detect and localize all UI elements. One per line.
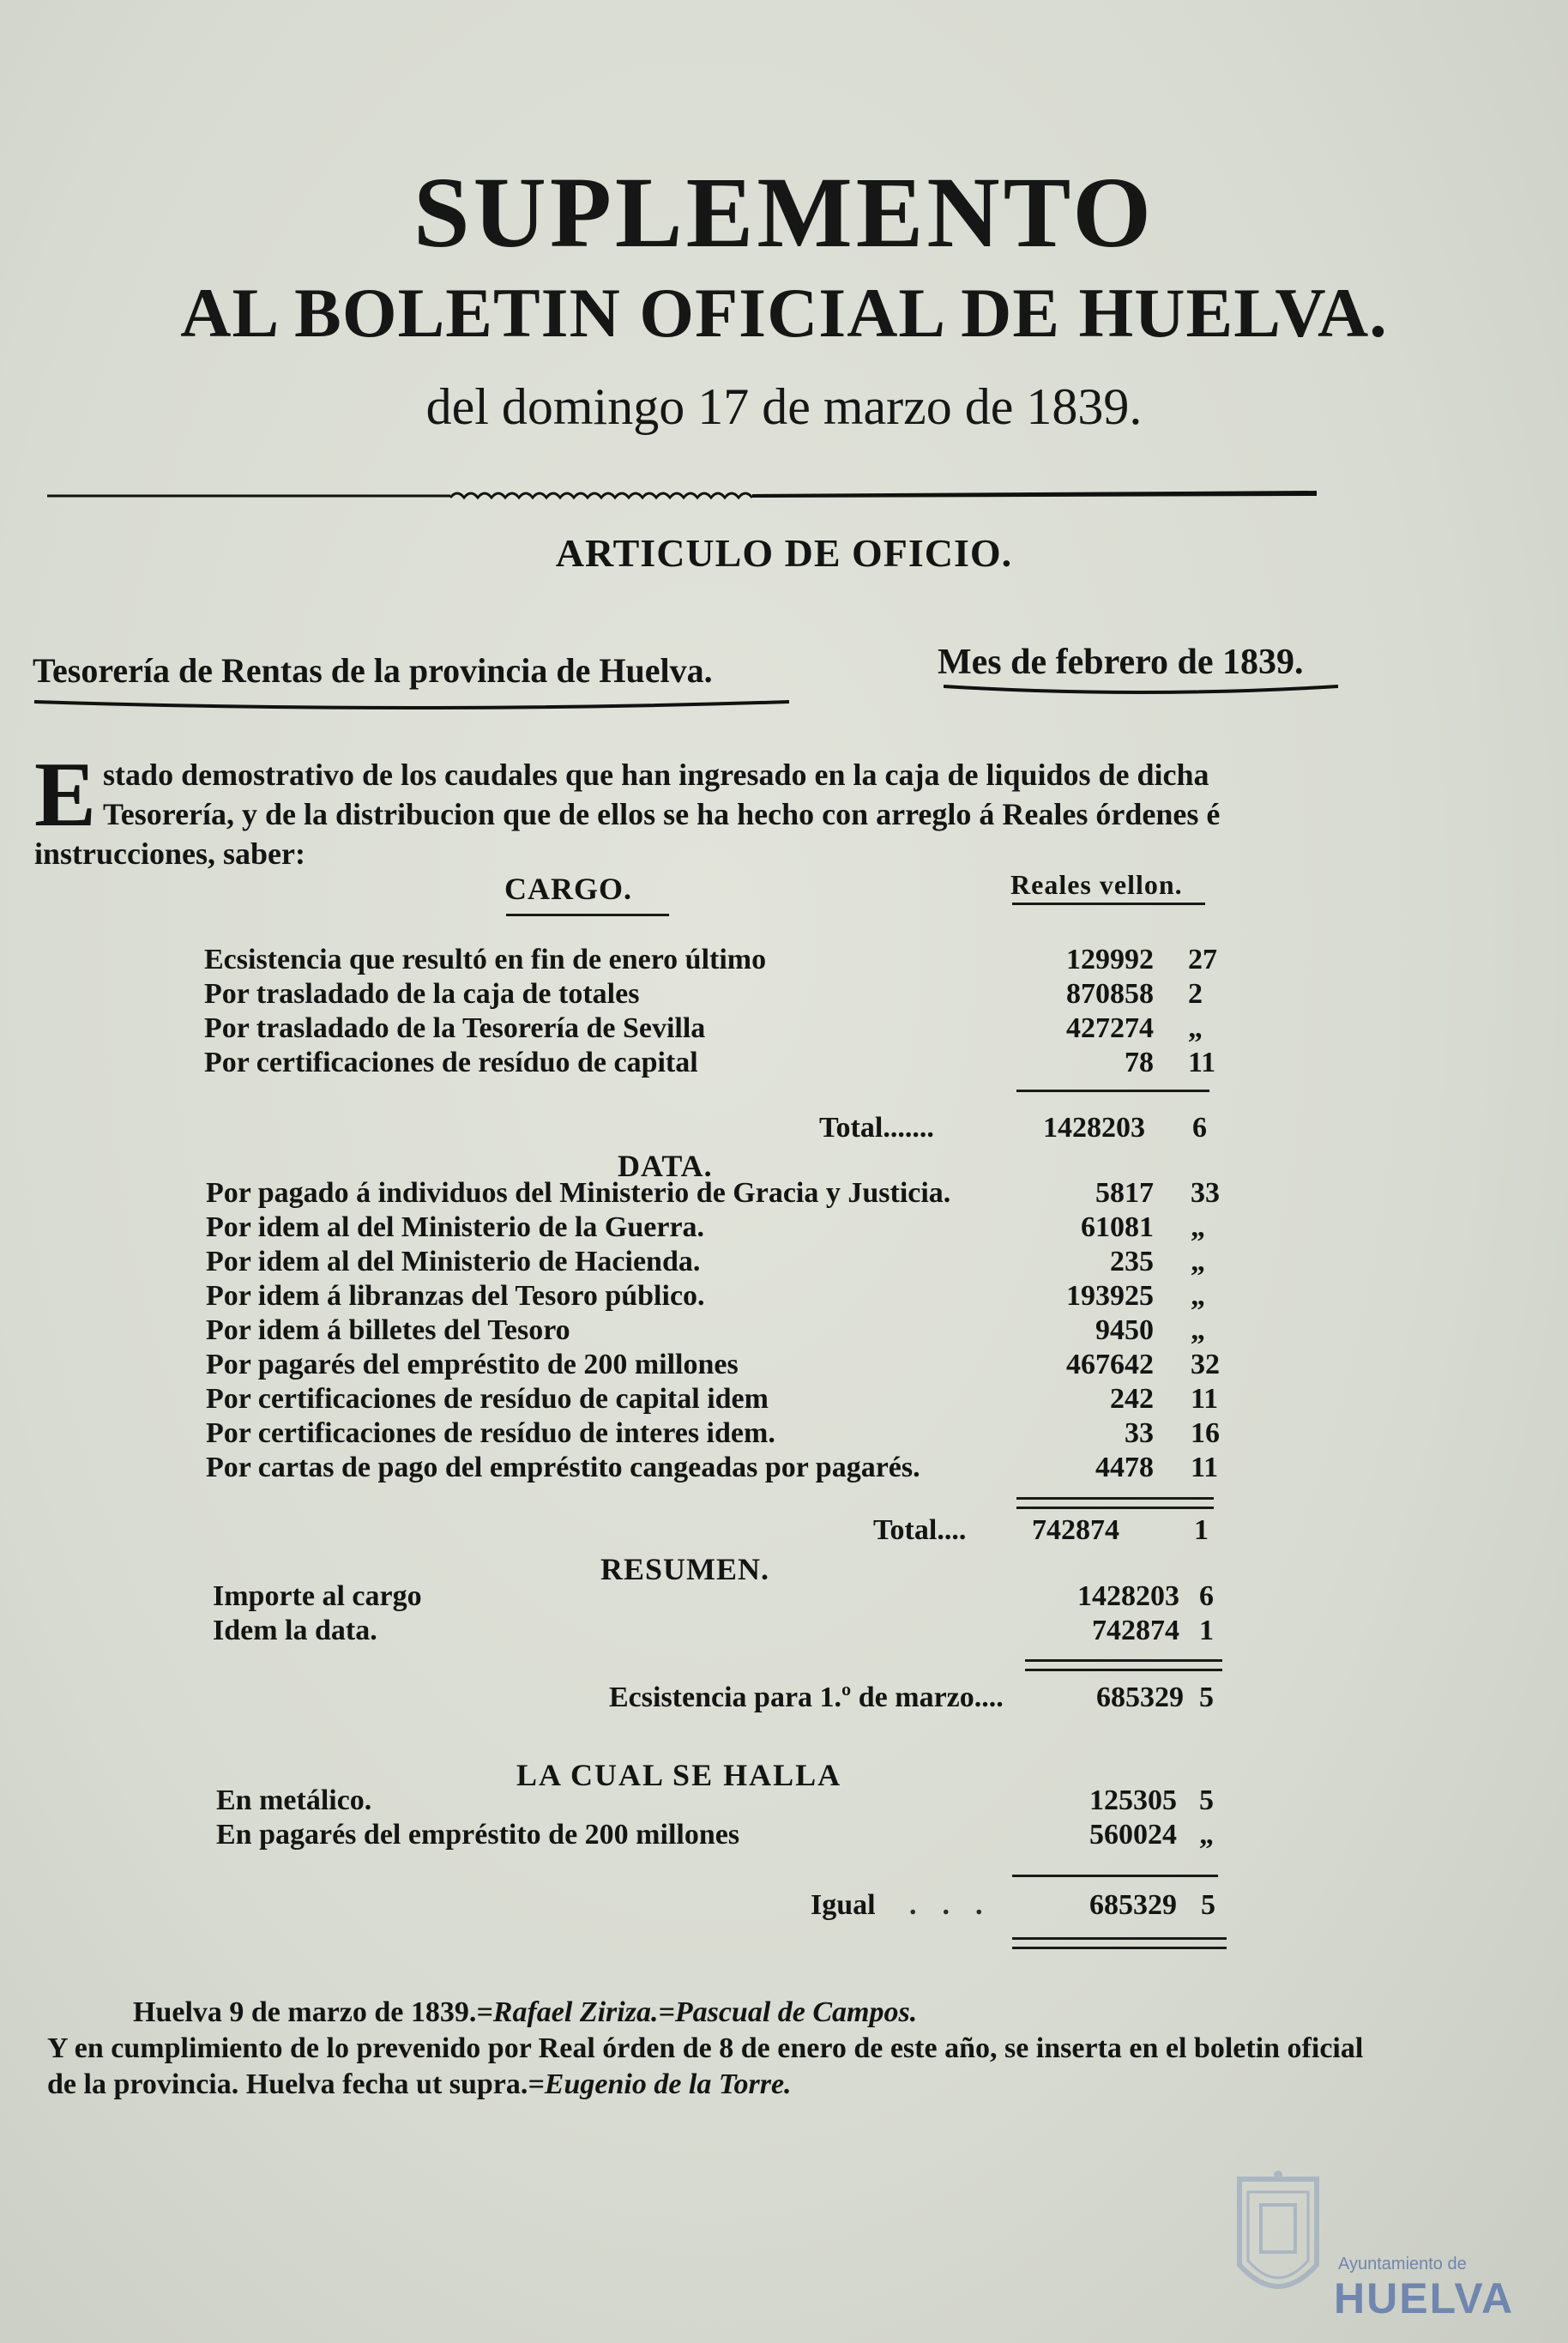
drop-cap: E (34, 744, 97, 846)
resumen-row (0, 1580, 1568, 1618)
data-row (0, 1383, 1568, 1421)
intro-text: stado demostrativo de los caudales que han ingresado en la caja de liquidos de dicha Tesorería, y de la distribucion que de ellos se ha hecho con arreglo á Reales órdenes é instrucciones, saber: (34, 758, 1221, 871)
data-row (0, 1211, 1568, 1249)
cargo-row (0, 944, 1568, 981)
footer-signatories: =Rafael Ziriza.=Pascual de Campos. (476, 1996, 918, 2028)
resumen-row-cents: 1 (1199, 1615, 1214, 1646)
cargo-row-cents: 11 (1188, 1047, 1216, 1078)
data-total-cents: 1 (1194, 1514, 1209, 1546)
resumen-row-label: Idem la data. (213, 1615, 377, 1646)
igual-label: Igual (811, 1889, 876, 1921)
data-row-label: Por cartas de pago del empréstito cangeadas por pagarés. (206, 1452, 920, 1483)
footer-text (47, 1995, 1385, 2103)
data-row-label: Por certificaciones de resíduo de capital idem (206, 1383, 769, 1415)
data-row-amount: 467642 (1066, 1349, 1154, 1380)
balance-amount: 685329 (1096, 1682, 1184, 1713)
data-row-cents: 32 (1191, 1349, 1220, 1380)
month-underline (944, 683, 1338, 698)
cargo-total-cents: 6 (1192, 1112, 1207, 1144)
balance-label: Ecsistencia para 1.º de marzo.... (609, 1682, 1004, 1713)
data-sum-rule (1016, 1497, 1214, 1509)
footer-insertion-note: Y en cumplimiento de lo prevenido por Real órden de 8 de enero de este año, se inserta en el boletin oficial de la provincia. Huelva fecha ut supra. (47, 2032, 1364, 2100)
cargo-row-label: Por trasladado de la caja de totales (204, 978, 640, 1010)
data-row-amount: 5817 (1095, 1177, 1154, 1209)
data-row-amount: 193925 (1066, 1280, 1154, 1312)
data-total-label: Total.... (873, 1514, 967, 1546)
data-row-label: Por pagarés del empréstito de 200 millones (206, 1349, 739, 1380)
data-row-label: Por certificaciones de resíduo de interes idem. (206, 1417, 775, 1449)
issue-date: del domingo 17 de marzo de 1839. (425, 378, 1143, 435)
data-row-amount: 9450 (1095, 1314, 1154, 1346)
la-cual-row-cents: „ (1199, 1819, 1214, 1851)
cargo-row-amount: 427274 (1066, 1012, 1154, 1044)
la-cual-title: LA CUAL SE HALLA (516, 1758, 842, 1792)
cargo-title: CARGO. (504, 872, 632, 906)
resumen-row (0, 1615, 1568, 1652)
data-row-cents: „ (1191, 1314, 1205, 1346)
cargo-row-cents: 2 (1188, 978, 1203, 1010)
igual-amount: 685329 (1089, 1889, 1177, 1921)
cargo-row-cents: „ (1188, 1012, 1203, 1044)
data-row-cents: „ (1191, 1280, 1205, 1312)
data-row-cents: 11 (1191, 1452, 1219, 1483)
cargo-row-label: Ecsistencia que resultó en fin de enero último (204, 944, 767, 975)
cargo-row-amount: 129992 (1066, 944, 1154, 975)
data-row-amount: 33 (1125, 1417, 1154, 1449)
ornamental-rule (47, 487, 1317, 503)
la-cual-row (0, 1819, 1568, 1857)
data-row-amount: 4478 (1095, 1452, 1154, 1483)
cargo-row-cents: 27 (1188, 944, 1217, 975)
data-row (0, 1177, 1568, 1215)
cargo-total-row (0, 1112, 1568, 1150)
data-row (0, 1349, 1568, 1386)
data-title: DATA. (618, 1149, 713, 1183)
cargo-row-amount: 78 (1125, 1047, 1154, 1078)
header-rule (1012, 903, 1205, 905)
data-row-cents: 16 (1191, 1417, 1220, 1449)
cargo-row-label: Por trasladado de la Tesorería de Sevilla (204, 1012, 706, 1044)
cargo-title-rule (506, 914, 669, 916)
final-double-rule (1012, 1937, 1227, 1949)
balance-row (0, 1682, 1568, 1719)
data-row-amount: 235 (1110, 1246, 1154, 1277)
logo-wordmark: HUELVA (1334, 2274, 1515, 2322)
resumen-row-cents: 6 (1199, 1580, 1214, 1612)
cargo-row (0, 1012, 1568, 1050)
la-cual-row-label: En metálico. (216, 1784, 372, 1816)
data-row-cents: „ (1191, 1246, 1205, 1277)
currency-column-header: Reales vellon. (1010, 869, 1183, 900)
bulletin-subtitle: AL BOLETIN OFICIAL DE HUELVA. (180, 274, 1388, 352)
igual-row (0, 1889, 1568, 1927)
la-cual-row-amount: 560024 (1089, 1819, 1177, 1851)
supplement-title: SUPLEMENTO (413, 156, 1155, 269)
cargo-row-amount: 870858 (1066, 978, 1154, 1010)
data-row (0, 1246, 1568, 1283)
la-cual-row (0, 1784, 1568, 1822)
cargo-sum-rule (1016, 1090, 1209, 1092)
footer-final-signatory: =Eugenio de la Torre. (528, 2068, 792, 2100)
igual-cents: 5 (1201, 1889, 1215, 1921)
cargo-row (0, 1047, 1568, 1084)
logo-caption: Ayuntamiento de (1338, 2255, 1467, 2274)
footer-place-date: Huelva 9 de marzo de 1839. (133, 1996, 477, 2028)
leader-dots: ... (909, 1889, 1009, 1921)
data-row-label: Por idem al del Ministerio de la Guerra. (206, 1211, 705, 1243)
section-title: ARTICULO DE OFICIO. (555, 531, 1013, 575)
data-row-label: Por idem á billetes del Tesoro (206, 1314, 570, 1346)
resumen-row-amount: 1428203 (1077, 1580, 1179, 1612)
cargo-total-amount: 1428203 (1043, 1112, 1145, 1144)
cargo-total-label: Total....... (819, 1112, 934, 1144)
la-cual-row-label: En pagarés del empréstito de 200 millones (216, 1819, 740, 1851)
resumen-title: RESUMEN. (600, 1552, 770, 1586)
data-row-label: Por pagado á individuos del Ministerio de Gracia y Justicia. (206, 1177, 951, 1209)
treasury-underline (34, 695, 789, 712)
data-row-cents: 33 (1191, 1177, 1220, 1209)
data-row-cents: „ (1191, 1211, 1205, 1243)
data-row (0, 1314, 1568, 1352)
data-row-label: Por idem al del Ministerio de Hacienda. (206, 1246, 701, 1277)
data-row (0, 1452, 1568, 1489)
cargo-row (0, 978, 1568, 1016)
balance-cents: 5 (1199, 1682, 1214, 1713)
resumen-row-amount: 742874 (1092, 1615, 1179, 1646)
report-month: Mes de febrero de 1839. (938, 643, 1304, 682)
resumen-sum-rule (1025, 1659, 1222, 1671)
data-row-amount: 242 (1110, 1383, 1154, 1415)
data-row-cents: 11 (1191, 1383, 1219, 1415)
cargo-row-label: Por certificaciones de resíduo de capital (204, 1047, 698, 1078)
data-total-amount: 742874 (1032, 1514, 1119, 1546)
data-row (0, 1417, 1568, 1455)
data-total-row (0, 1514, 1568, 1552)
data-row-amount: 61081 (1081, 1211, 1154, 1243)
la-cual-row-amount: 125305 (1089, 1784, 1177, 1816)
resumen-row-label: Importe al cargo (213, 1580, 422, 1612)
la-cual-row-cents: 5 (1199, 1784, 1214, 1816)
treasury-name: Tesorería de Rentas de la provincia de Huelva. (33, 651, 713, 690)
la-cual-sum-rule (1012, 1875, 1218, 1877)
data-row (0, 1280, 1568, 1318)
intro-paragraph (34, 744, 1321, 873)
data-row-label: Por idem á libranzas del Tesoro público. (206, 1280, 705, 1312)
